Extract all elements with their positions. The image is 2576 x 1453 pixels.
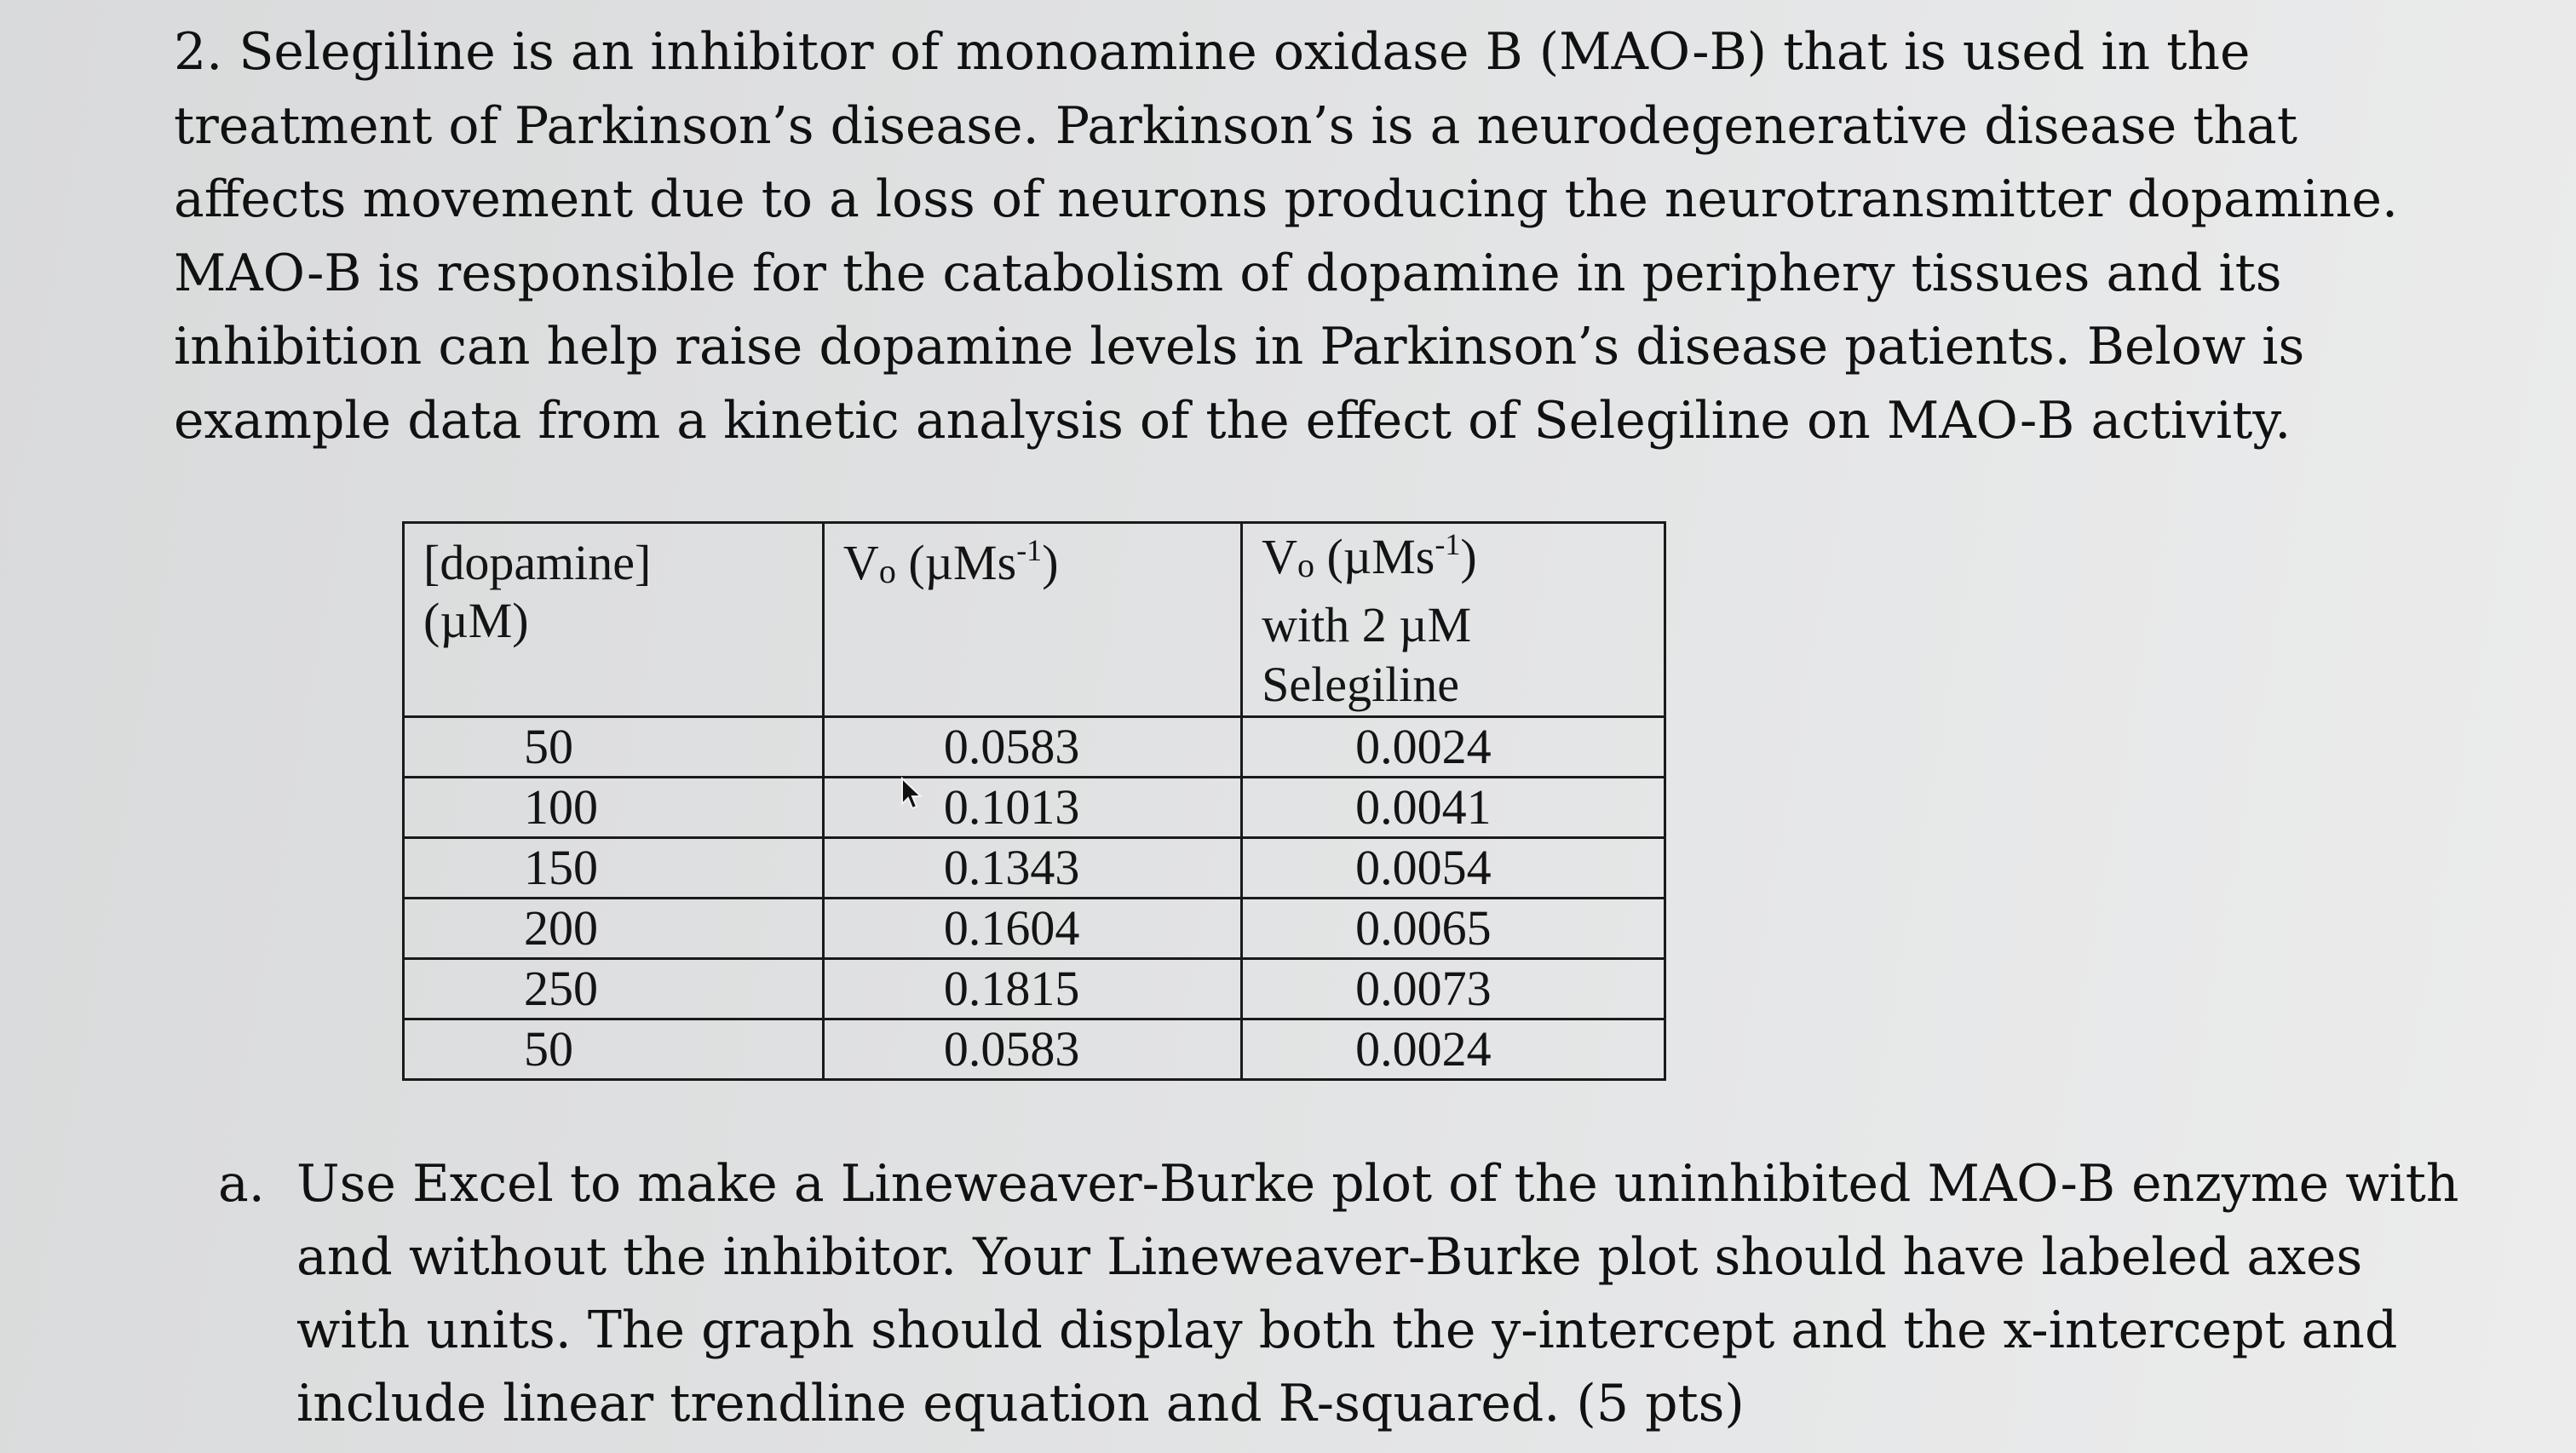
table-row: [404, 838, 1665, 899]
cell-dopamine: 200: [404, 899, 824, 959]
table-header-row: [404, 523, 1665, 717]
problem-line: treatment of Parkinson’s disease. Parkinson’s is a neurodegenerative disease that: [174, 95, 2297, 156]
cell-v0: 0.0583: [823, 1019, 1241, 1080]
cell-v0-inhibited: 0.0024: [1242, 1019, 1665, 1080]
problem-line: inhibition can help raise dopamine levels in Parkinson’s disease patients. Below is: [174, 317, 2305, 376]
cell-v0-inhibited: 0.0065: [1242, 899, 1665, 959]
cell-v0: 0.1815: [823, 959, 1241, 1019]
problem-line: MAO-B is responsible for the catabolism of dopamine in periphery tissues and its: [174, 243, 2282, 303]
problem-statement: [174, 15, 2525, 457]
kinetics-data-table: [402, 521, 1666, 1081]
question-line: Use Excel to make a Lineweaver-Burke plot of the uninhibited MAO-B enzyme with: [296, 1154, 2459, 1214]
problem-line: affects movement due to a loss of neurons producing the neurotransmitter dopamine.: [174, 169, 2399, 229]
cell-v0-inhibited: 0.0041: [1242, 778, 1665, 838]
cell-dopamine: 100: [404, 778, 824, 838]
table-row: [404, 778, 1665, 838]
problem-line: example data from a kinetic analysis of the effect of Selegiline on MAO-B activity.: [174, 390, 2291, 451]
header-v0-inhibited: Vo (µMs$^{-1}$) with 2 µM Selegiline: [1242, 523, 1665, 717]
table-row: [404, 717, 1665, 778]
question-line: with units. The graph should display both the y-intercept and the x-intercept and: [296, 1301, 2398, 1360]
cell-dopamine: 50: [404, 1019, 824, 1080]
header-v0: Vo (µMs$^{-1}$): [823, 523, 1241, 717]
cell-v0: 0.1604: [823, 899, 1241, 959]
question-line: include linear trendline equation and R-squared. (5 pts): [296, 1374, 1745, 1433]
cell-dopamine: 150: [404, 838, 824, 899]
question-marker: a.: [218, 1154, 265, 1214]
header-dopamine: [dopamine] (µM): [404, 523, 824, 717]
mouse-pointer-icon: [900, 777, 925, 811]
question-line: and without the inhibitor. Your Lineweaver-Burke plot should have labeled axes: [296, 1227, 2363, 1287]
cell-v0: 0.1343: [823, 838, 1241, 899]
cell-v0: 0.1013: [823, 778, 1241, 838]
cell-v0-inhibited: 0.0024: [1242, 717, 1665, 778]
problem-line: 2. Selegiline is an inhibitor of monoamine oxidase B (MAO-B) that is used in the: [174, 22, 2251, 82]
table-row: [404, 959, 1665, 1019]
cell-dopamine: 50: [404, 717, 824, 778]
question-text: [296, 1147, 2528, 1440]
cell-v0: 0.0583: [823, 717, 1241, 778]
cell-v0-inhibited: 0.0054: [1242, 838, 1665, 899]
cell-v0-inhibited: 0.0073: [1242, 959, 1665, 1019]
cell-dopamine: 250: [404, 959, 824, 1019]
table-row: [404, 1019, 1665, 1080]
table-row: [404, 899, 1665, 959]
